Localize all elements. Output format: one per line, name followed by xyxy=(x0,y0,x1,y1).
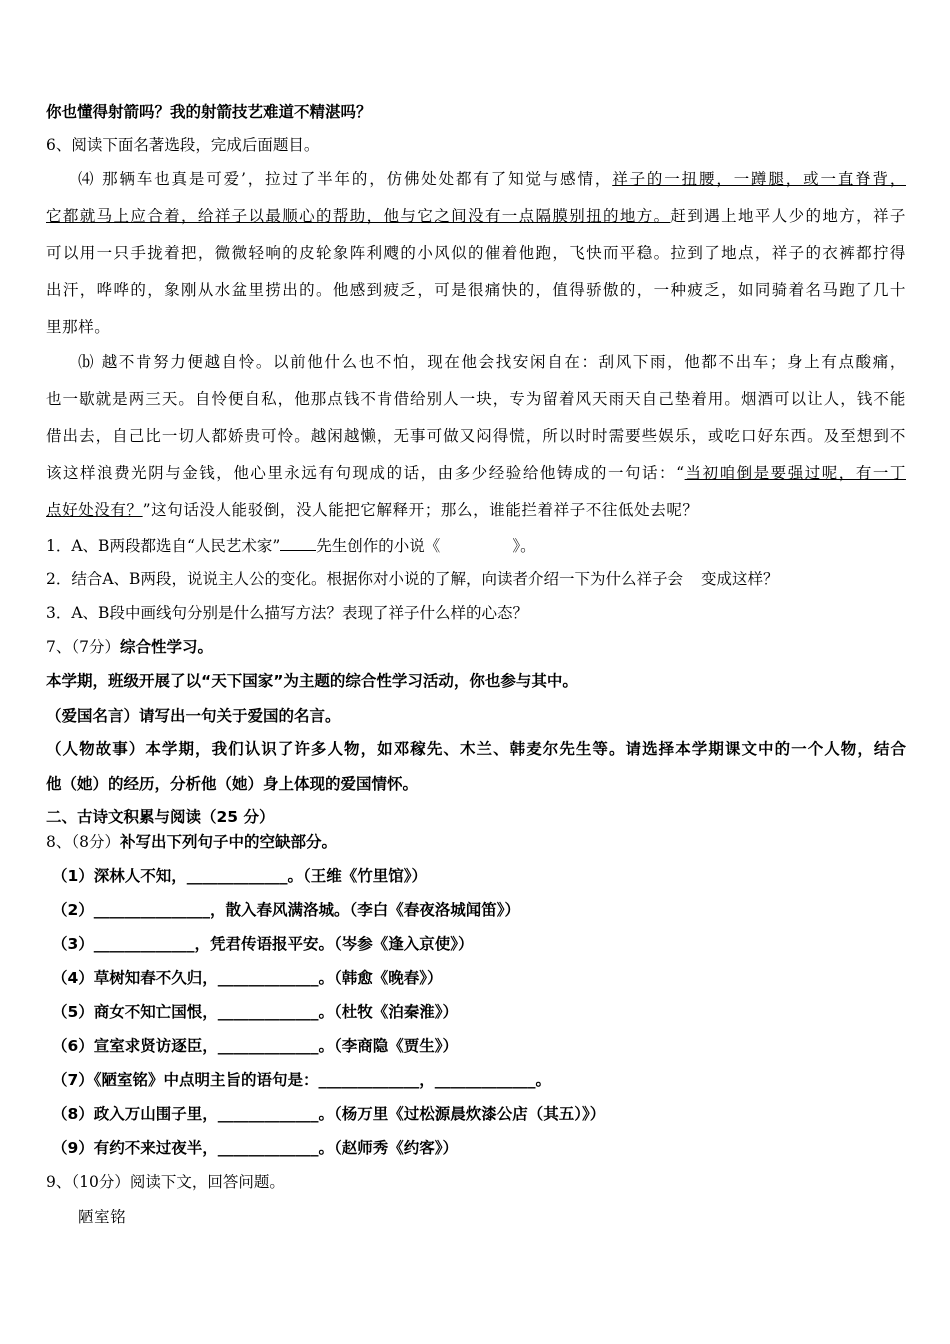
q8-item-7: （7）《陋室铭》中点明主旨的语句是：_____________，_____________。 xyxy=(52,1071,552,1089)
passage-a-line-3: 可以用一只手拢着把，微微轻响的皮轮象阵利飕的小风似的催着他跑，飞快而平稳。拉到了地点，祥子的衣裤都拧得 xyxy=(46,244,906,262)
passage-a-line-1: ⑷ 那辆车也真是可爱’，拉过了半年的，仿佛处处都有了知觉与感情，祥子的一扭腰，一蹲腿，或一直脊背， xyxy=(78,170,906,188)
q8-item-9: （9）有约不来过夜半，_____________。（赵师秀《约客》） xyxy=(52,1139,459,1157)
q7-task-2-line-1: （人物故事）本学期，我们认识了许多人物，如邓稼先、木兰、韩麦尔先生等。请选择本学期课文中的一个人物，结合 xyxy=(46,740,906,758)
q8-item-1: （1）深林人不知，_____________。（王维《竹里馆》） xyxy=(52,867,428,885)
q7-heading: 7、（7分）综合性学习。 xyxy=(46,638,213,656)
passage-b-line-5: 点好处没有？”这句话没人能驳倒，没人能把它解释开；那么，谁能拦着祥子不往低处去呢？ xyxy=(46,501,699,519)
q8-item-3: （3）_____________，凭君传语报平安。（岑参《逢入京使》） xyxy=(52,935,474,953)
passage-a-line-5: 里那样。 xyxy=(46,318,111,336)
q6-sub-3: 3．A、B段中画线句分别是什么描写方法？表现了祥子什么样的心态？ xyxy=(46,604,528,622)
q7-task-1: （爱国名言）请写出一句关于爱国的名言。 xyxy=(46,707,341,725)
passage-b-line-2: 也一歇就是两三天。自怜便自私，他那点钱不肯借给别人一块，专为留着风天雨天自己垫着用。烟酒可以让人，钱不能 xyxy=(46,390,906,408)
answer-blank[interactable] xyxy=(280,536,316,551)
passage-b-line-4: 该这样浪费光阴与金钱，他心里永远有句现成的话，由多少经验给他铸成的一句话：“当初咱倒是要强过呢，有一丁 xyxy=(46,464,906,482)
q8-item-5: （5）商女不知亡国恨，_____________。（杜牧《泊秦淮》） xyxy=(52,1003,459,1021)
passage-b-line-1: ⒝ 越不肯努力便越自怜。以前他什么也不怕，现在他会找安闲自在：刮风下雨，他都不出车；身上有点酸痛， xyxy=(78,353,906,371)
top-question: 你也懂得射箭吗？我的射箭技艺难道不精湛吗？ xyxy=(46,103,372,121)
q8-item-2: （2）_______________，散入春风满洛城。（李白《春夜洛城闻笛》） xyxy=(52,901,521,919)
passage-a-line-4: 出汗，哗哗的，象刚从水盆里捞出的。他感到疲乏，可是很痛快的，值得骄傲的，一种疲乏，如同骑着名马跑了几十 xyxy=(46,281,906,299)
q7-intro: 本学期，班级开展了以“天下国家”为主题的综合性学习活动，你也参与其中。 xyxy=(46,672,578,690)
q9-passage-title: 陋室铭 xyxy=(78,1208,127,1226)
section-2-title: 二、古诗文积累与阅读（25 分） xyxy=(46,808,275,826)
q6-sub-1: 1．A、B两段都选自“人民艺术家” 先生创作的小说《 》。 xyxy=(46,537,536,555)
q8-heading: 8、（8分）补写出下列句子中的空缺部分。 xyxy=(46,833,337,851)
q9-heading: 9、（10分）阅读下文，回答问题。 xyxy=(46,1173,285,1191)
q6-sub-2: 2．结合A、B两段，说说主人公的变化。根据你对小说的了解，向读者介绍一下为什么祥子会 变成这样？ xyxy=(46,570,779,588)
passage-a-line-2: 它都就马上应合着，给祥子以最顺心的帮助，他与它之间没有一点隔膜别扭的地方。赶到遇上地平人少的地方，祥子 xyxy=(46,207,906,225)
q8-item-8: （8）政入万山围子里，_____________。（杨万里《过松源晨炊漆公店（其五）》） xyxy=(52,1105,606,1123)
q8-item-4: （4）草树知春不久归，_____________。（韩愈《晚春》） xyxy=(52,969,443,987)
q6-heading: 6、阅读下面名著选段，完成后面题目。 xyxy=(46,136,320,154)
q7-task-2-line-2: 他（她）的经历，分析他（她）身上体现的爱国情怀。 xyxy=(46,775,419,793)
q8-item-6: （6）宣室求贤访逐臣，_____________。（李商隐《贾生》） xyxy=(52,1037,459,1055)
passage-b-line-3: 借出去，自己比一切人都娇贵可怜。越闲越懒，无事可做又闷得慌，所以时时需要些娱乐，或吃口好东西。及至想到不 xyxy=(46,427,906,445)
